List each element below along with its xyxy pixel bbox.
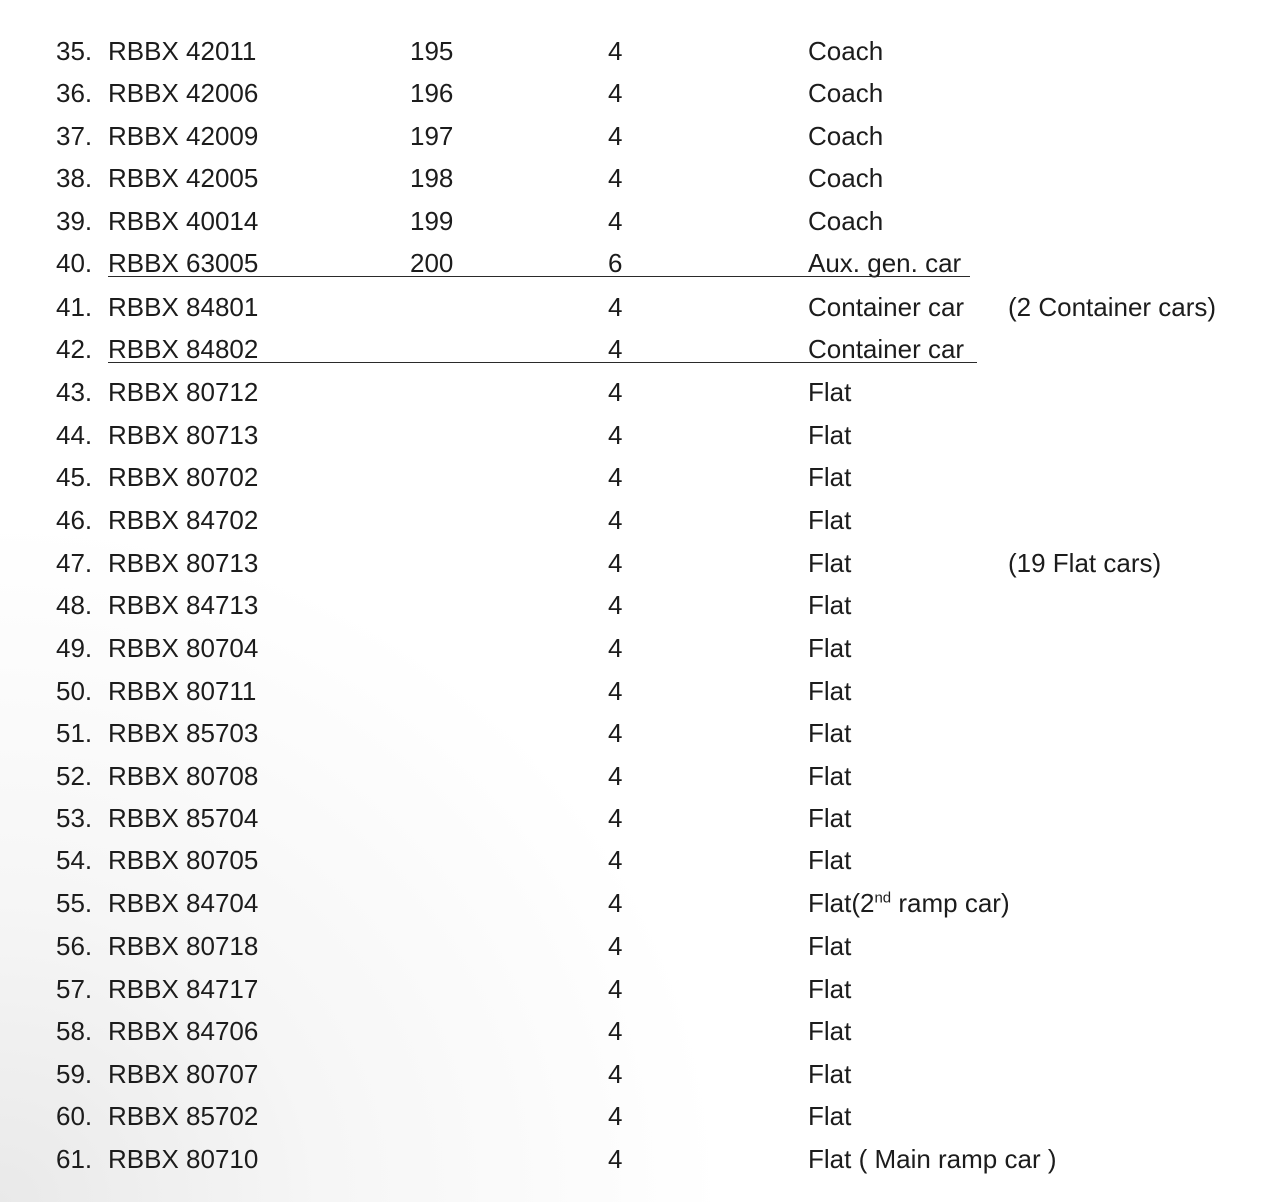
car-type: Flat: [808, 633, 852, 663]
car-id: RBBX 85702: [108, 1101, 259, 1131]
list-item: [0, 457, 1277, 497]
axle-count: 4: [608, 931, 623, 961]
axle-count: 4: [608, 334, 623, 364]
row-number: 55.: [56, 888, 93, 918]
car-type: Flat: [808, 505, 852, 535]
axle-count: 4: [608, 888, 623, 918]
axle-count: 4: [608, 590, 623, 620]
axle-count: 4: [608, 974, 623, 1004]
row-number: 59.: [56, 1059, 93, 1089]
list-item: [0, 73, 1277, 113]
car-id: RBBX 42005: [108, 163, 259, 193]
row-number: 51.: [56, 718, 93, 748]
car-id: RBBX 42009: [108, 121, 259, 151]
list-item: [0, 415, 1277, 455]
car-id: RBBX 40014: [108, 206, 259, 236]
car-type: Flat: [808, 803, 852, 833]
sequence-number: 198: [410, 163, 454, 193]
car-type: Coach: [808, 206, 884, 236]
axle-count: 4: [608, 1101, 623, 1131]
row-number: 45.: [56, 462, 93, 492]
list-item: [0, 713, 1277, 753]
list-item: [0, 116, 1277, 156]
axle-count: 4: [608, 206, 623, 236]
car-type: Coach: [808, 163, 884, 193]
section-divider: [108, 362, 977, 363]
car-type: [808, 883, 1010, 923]
car-id: RBBX 84702: [108, 505, 259, 535]
list-item: [0, 1096, 1277, 1136]
axle-count: 4: [608, 78, 623, 108]
car-type: Flat: [808, 377, 852, 407]
row-number: 56.: [56, 931, 93, 961]
car-id: RBBX 85704: [108, 803, 259, 833]
list-item: [0, 798, 1277, 838]
car-type: Flat: [808, 974, 852, 1004]
car-id: RBBX 85703: [108, 718, 259, 748]
car-type: Coach: [808, 36, 884, 66]
car-type: Container car: [808, 292, 965, 322]
list-item: [0, 1139, 1277, 1179]
car-id: RBBX 80710: [108, 1144, 259, 1174]
car-id: RBBX 80713: [108, 420, 259, 450]
list-item: [0, 31, 1277, 71]
axle-count: 4: [608, 633, 623, 663]
sequence-number: 199: [410, 206, 454, 236]
car-id: RBBX 80718: [108, 931, 259, 961]
row-number: 36.: [56, 78, 93, 108]
axle-count: 4: [608, 676, 623, 706]
section-divider: [108, 276, 970, 277]
axle-count: 4: [608, 420, 623, 450]
car-type: Flat: [808, 590, 852, 620]
row-number: 41.: [56, 292, 93, 322]
list-item: [0, 500, 1277, 540]
car-type: Flat: [808, 462, 852, 492]
row-number: 58.: [56, 1016, 93, 1046]
axle-count: 4: [608, 1016, 623, 1046]
axle-count: 4: [608, 462, 623, 492]
car-type: Container car: [808, 334, 965, 364]
car-id: RBBX 84801: [108, 292, 259, 322]
axle-count: 4: [608, 548, 623, 578]
row-number: 48.: [56, 590, 93, 620]
row-number: 50.: [56, 676, 93, 706]
row-number: 39.: [56, 206, 93, 236]
car-id: RBBX 84717: [108, 974, 259, 1004]
row-number: 46.: [56, 505, 93, 535]
row-number: 43.: [56, 377, 93, 407]
list-item: [0, 543, 1277, 583]
sequence-number: 195: [410, 36, 454, 66]
axle-count: 6: [608, 248, 623, 278]
row-number: 49.: [56, 633, 93, 663]
car-type-prefix: Flat(2: [808, 888, 875, 918]
sequence-number: 200: [410, 248, 454, 278]
car-id: RBBX 42011: [108, 36, 257, 66]
list-item: [0, 585, 1277, 625]
axle-count: 4: [608, 761, 623, 791]
row-number: 61.: [56, 1144, 93, 1174]
row-number: 54.: [56, 845, 93, 875]
car-id: RBBX 63005: [108, 248, 259, 278]
axle-count: 4: [608, 163, 623, 193]
car-type: Flat ( Main ramp car ): [808, 1144, 1057, 1174]
car-id: RBBX 80708: [108, 761, 259, 791]
car-id: RBBX 84706: [108, 1016, 259, 1046]
row-number: 52.: [56, 761, 93, 791]
list-item: [0, 372, 1277, 412]
car-type: Flat: [808, 1059, 852, 1089]
row-number: 60.: [56, 1101, 93, 1131]
list-item: [0, 1011, 1277, 1051]
ordinal-suffix: nd: [874, 889, 892, 907]
sequence-number: 196: [410, 78, 454, 108]
row-number: 42.: [56, 334, 93, 364]
car-type: Flat: [808, 676, 852, 706]
row-number: 38.: [56, 163, 93, 193]
list-item: [0, 201, 1277, 241]
list-item: [0, 671, 1277, 711]
car-type: Flat: [808, 548, 852, 578]
car-id: RBBX 80711: [108, 676, 257, 706]
sequence-number: 197: [410, 121, 454, 151]
car-type: Aux. gen. car: [808, 248, 962, 278]
row-number: 44.: [56, 420, 93, 450]
row-number: 53.: [56, 803, 93, 833]
list-item: [0, 628, 1277, 668]
axle-count: 4: [608, 36, 623, 66]
car-type: Flat: [808, 845, 852, 875]
list-item: [0, 287, 1277, 327]
car-id: RBBX 84802: [108, 334, 259, 364]
car-type: Flat: [808, 761, 852, 791]
car-id: RBBX 84713: [108, 590, 259, 620]
list-item: [0, 329, 1277, 369]
car-type: Flat: [808, 1101, 852, 1131]
list-item: [0, 840, 1277, 880]
row-number: 57.: [56, 974, 93, 1004]
row-number: 37.: [56, 121, 93, 151]
axle-count: 4: [608, 377, 623, 407]
list-item: [0, 926, 1277, 966]
axle-count: 4: [608, 845, 623, 875]
car-id: RBBX 80702: [108, 462, 259, 492]
row-number: 35.: [56, 36, 93, 66]
car-type: Coach: [808, 78, 884, 108]
car-type: Coach: [808, 121, 884, 151]
car-type: Flat: [808, 1016, 852, 1046]
axle-count: 4: [608, 505, 623, 535]
axle-count: 4: [608, 292, 623, 322]
list-item: [0, 1054, 1277, 1094]
list-item: [0, 883, 1277, 923]
axle-count: 4: [608, 121, 623, 151]
car-id: RBBX 80705: [108, 845, 259, 875]
car-id: RBBX 80704: [108, 633, 259, 663]
car-id: RBBX 42006: [108, 78, 259, 108]
car-id: RBBX 80713: [108, 548, 259, 578]
car-type: Flat: [808, 931, 852, 961]
group-note: (2 Container cars): [1008, 292, 1217, 322]
list-item: [0, 158, 1277, 198]
row-number: 40.: [56, 248, 93, 278]
axle-count: 4: [608, 718, 623, 748]
axle-count: 4: [608, 1059, 623, 1089]
list-item: [0, 756, 1277, 796]
car-id: RBBX 80707: [108, 1059, 259, 1089]
axle-count: 4: [608, 803, 623, 833]
row-number: 47.: [56, 548, 93, 578]
list-item: [0, 969, 1277, 1009]
car-type-suffix: ramp car): [891, 888, 1010, 918]
car-type: Flat: [808, 420, 852, 450]
car-type: Flat: [808, 718, 852, 748]
list-item: [0, 243, 1277, 283]
car-id: RBBX 80712: [108, 377, 259, 407]
car-id: RBBX 84704: [108, 888, 259, 918]
group-note: (19 Flat cars): [1008, 548, 1162, 578]
axle-count: 4: [608, 1144, 623, 1174]
